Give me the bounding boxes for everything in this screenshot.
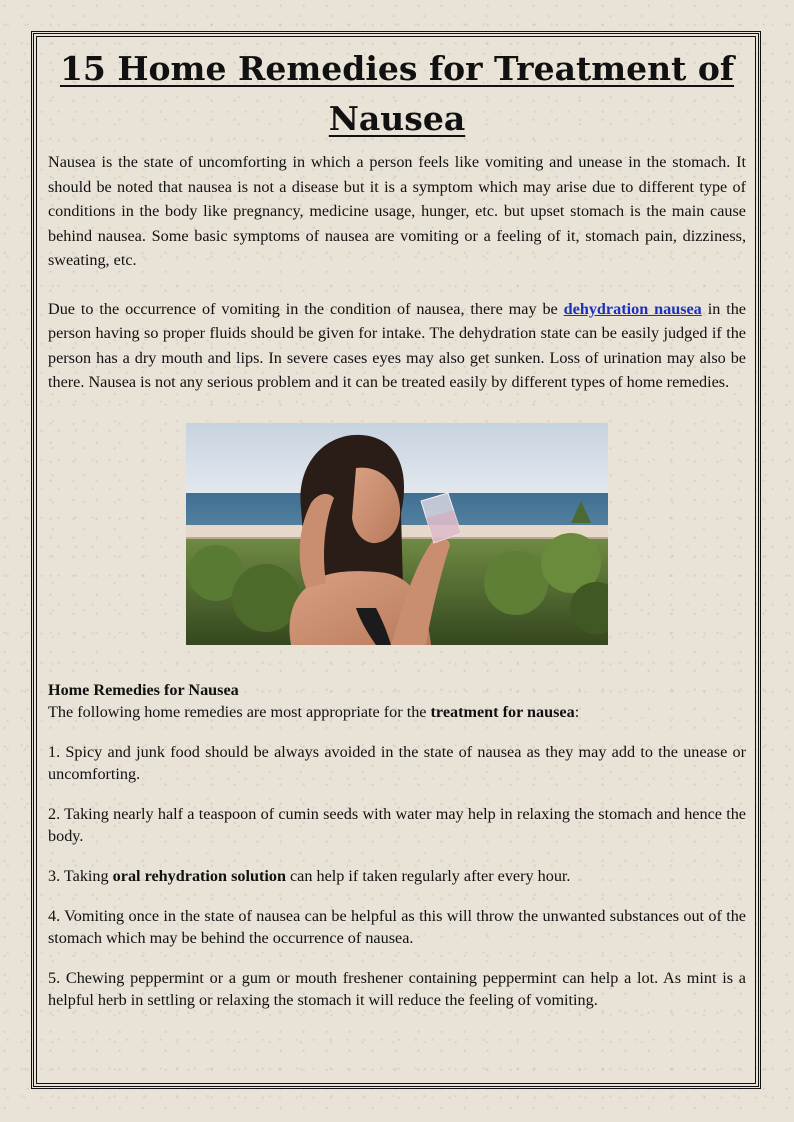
remedies-intro-end: :: [574, 702, 580, 721]
intro-paragraph: Nausea is the state of uncomforting in which a person feels like vomiting and unease in the stomach. It should be noted that nausea is not a disease but it is a symptom which may arise due to different type of conditions in the body like pregnancy, medicine usage, hunger, etc. but upset stomach is the main cause behind nausea. Some basic symptoms of nausea are vomiting or a feeling of it, stomach pain, dizziness, sweating, etc.: [48, 153, 746, 269]
remedies-intro: [48, 701, 746, 723]
remedies-intro-start: The following home remedies are most appropriate for the: [48, 702, 431, 721]
dehydration-nausea-link[interactable]: dehydration nausea: [563, 299, 702, 318]
remedy-3-end: can help if taken regularly after every hour.: [285, 866, 571, 885]
remedy-2: 2. Taking nearly half a teaspoon of cumin seeds with water may help in relaxing the stomach and hence the body.: [48, 804, 746, 845]
remedy-1: 1. Spicy and junk food should be always avoided in the state of nausea as they may add to the unease or uncomforting.: [48, 742, 746, 783]
dehydration-text-end: in the person having so proper fluids should be given for intake. The dehydration state can be easily judged if the person has a dry mouth and lips. In severe cases eyes may also get sunken. Loss of urination may also be there. Nausea is not any serious problem and it can be treated easily by different types of home remedies.: [48, 299, 746, 391]
treatment-for-nausea-bold: treatment for nausea: [430, 702, 575, 721]
article-body: [48, 44, 746, 1011]
remedy-5: 5. Chewing peppermint or a gum or mouth freshener containing peppermint can help a lot. As mint is a helpful herb in settling or relaxing the stomach it will reduce the feeling of vomiting.: [48, 968, 746, 1009]
home-remedies-heading: Home Remedies for Nausea: [48, 680, 239, 699]
dehydration-paragraph: [48, 297, 746, 395]
remedy-4: 4. Vomiting once in the state of nausea can be helpful as this will throw the unwanted substances out of the stomach which may be behind the occurrence of nausea.: [48, 906, 746, 947]
oral-rehydration-solution-bold: oral rehydration solution: [112, 866, 286, 885]
page-title: 15 Home Remedies for Treatment of Nausea: [59, 49, 735, 138]
remedy-3-start: 3. Taking: [48, 866, 113, 885]
dehydration-text-start: Due to the occurrence of vomiting in the condition of nausea, there may be: [48, 299, 564, 318]
woman-drinking-water-photo: [186, 423, 608, 645]
remedy-3: [48, 865, 746, 887]
